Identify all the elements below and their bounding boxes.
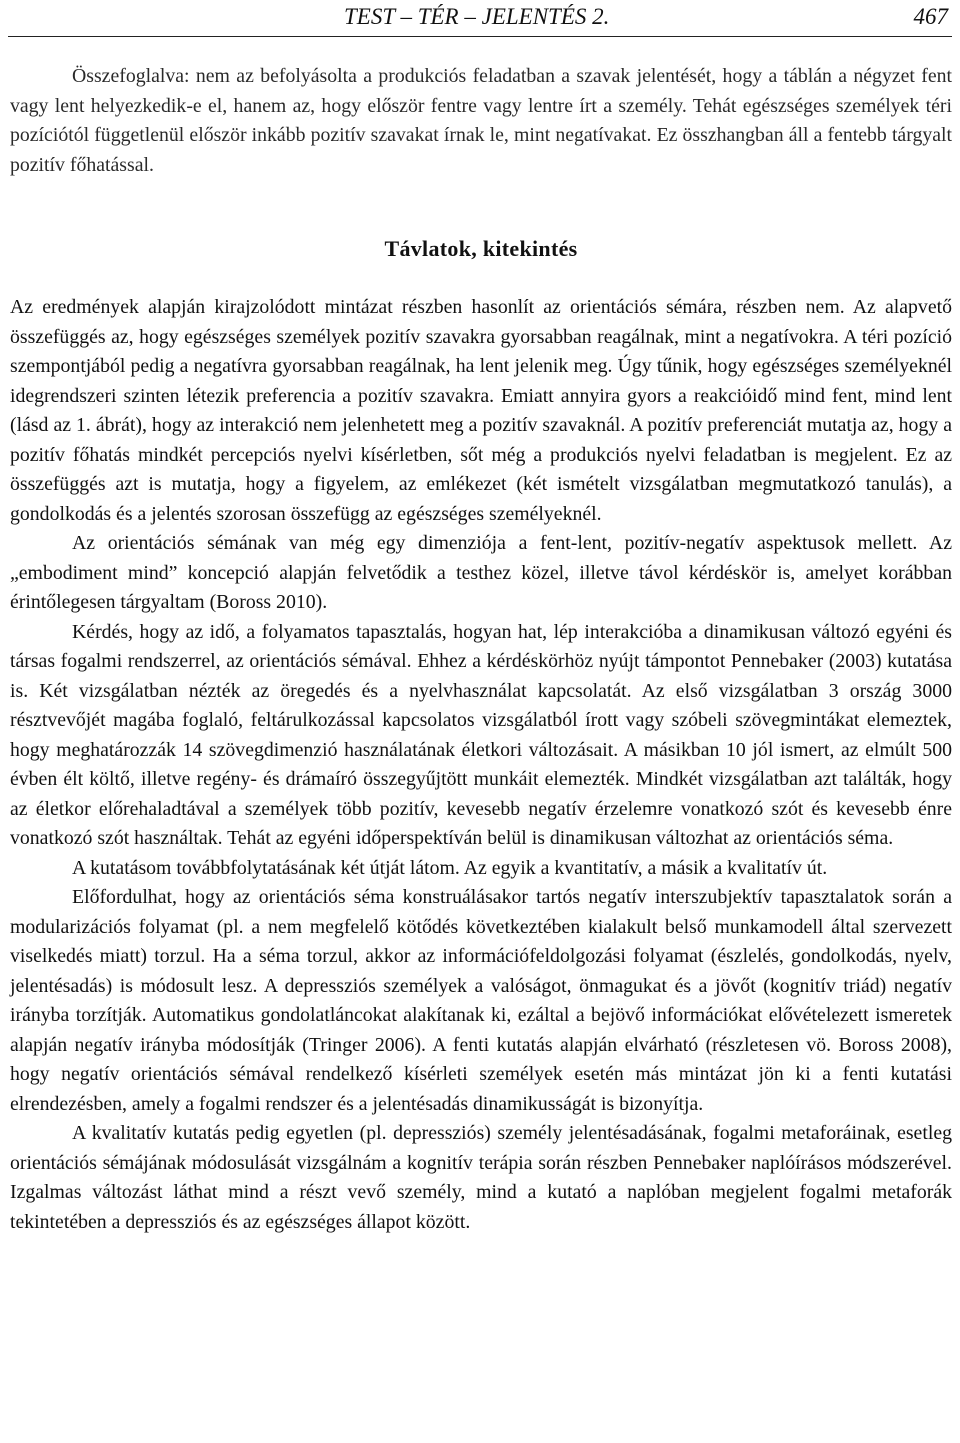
body-paragraph: Az eredmények alapján kirajzolódott mintázat részben hasonlít az orientációs sémára, részben nem. Az alapvető összefüggés az, hogy egészséges személyek pozitív szavakra gyorsabban reagálnak, mint a negatívokra. A téri pozíció szempontjából pedig a negatívra gyorsabban reagálnak, ha lent jelenik meg. Úgy tűnik, hogy egészséges személyeknél idegrendszeri szinten létezik preferencia a pozitív szavakra. Emiatt annyira gyors a reakcióidő mind fent, mind lent (lásd az 1. ábrát), hogy az interakció nem jelenhetett meg a pozitív szavaknál. A pozitív preferenciát mutatja az, hogy a pozitív főhatás mindkét percepciós nyelvi kísérletben, sőt még a produkciós nyelvi feladatban is megjelent. Ez az összefüggés azt is mutatja, hogy a figyelem, az emlékezet (két ismételt vizsgálatban megmutatkozó tanulás), a gondolkodás és a jelentés szorosan összefügg az egészséges személyeknél. (10, 296, 952, 525)
body-paragraph: Előfordulhat, hogy az orientációs séma konstruálásakor tartós negatív interszubjektív tapasztalatok során a modularizációs folyamat (pl. a nem megfelelő kötődés következtében kialakult belső munkamodell által szervezett viselkedés miatt) torzul. Ha a séma torzul, akkor az információfeldolgozási folyamat (észlelés, gondolkodás, nyelv, jelentésadás) is módosult lesz. A depressziós személyek a valóságot, önmagukat és a jövőt (kognitív triád) negatív irányba torzítják. Automatikus gondolatláncokat alakítanak ki, ezáltal a bejövő információkat elővételezett ismeretek alapján negatív irányba módosítják (Tringer 2006). A fenti kutatás alapján elvárható (részletesen vö. Boross 2008), hogy negatív orientációs sémával rendelkező kísérleti személyek esetén más mintázat jön ki a fenti kutatási elrendezésben, amely a fogalmi rendszer és a jelentésadás dinamikusságát is bizonyítja. (10, 886, 952, 1115)
body-paragraph: Az orientációs sémának van még egy dimenziója a fent-lent, pozitív-negatív aspektusok mellett. Az „embodiment mind” koncepció alapján felvetődik a testhez közel, illetve távol kérdéskör is, amelyet korábban érintőlegesen tárgyaltam (Boross 2010). (10, 532, 952, 613)
intro-paragraph: Összefoglalva: nem az befolyásolta a produkciós feladatban a szavak jelentését, hogy a táblán a négyzet fent vagy lent helyezkedik-e el, hanem az, hogy először fentre vagy lentre írt a személy. Tehát egészséges személyek téri pozíciótól függetlenül először inkább pozitív szavakat írnak le, mint negatívakat. Ez összhangban áll a fentebb tárgyalt pozitív főhatással. (10, 65, 952, 176)
body-paragraph: A kutatásom továbbfolytatásának két útját látom. Az egyik a kvantitatív, a másik a kvalitatív út. (72, 856, 828, 879)
body-paragraph: A kvalitatív kutatás pedig egyetlen (pl. depressziós) személy jelentésadásának, fogalmi metaforáinak, esetleg orientációs sémájának módosulását vizsgálnám a kognitív terápia során részben Pennebaker naplóírásos módszerével. Izgalmas változást láthat mind a részt vevő személy, mind a kutató a naplóban megjelent fogalmi metaforák tekintetében a depressziós és az egészséges állapot között. (10, 1122, 952, 1233)
running-title: TEST – TÉR – JELENTÉS 2. (344, 4, 610, 29)
body-paragraph: Kérdés, hogy az idő, a folyamatos tapasztalás, hogyan hat, lép interakcióba a dinamikusan változó egyéni és társas fogalmi rendszerrel, az orientációs sémával. Ehhez a kérdéskörhöz nyújt támpontot Pennebaker (2003) kutatása is. Két vizsgálatban nézték az öregedés és a nyelvhasználat kapcsolatát. Az első vizsgálatban 3 ország 3000 résztvevőjét magába foglaló, feltárulkozással kapcsolatos vizsgálatból írott vagy szóbeli szövegmintákat elemeztek, hogy meghatározzák 14 szövegdimenzió használatának életkori változásait. A másikban 10 jól ismert, az elmúlt 500 évben élt költő, illetve regény- és drámaíró összegyűjtött munkáit elemezték. Mindkét vizsgálatban azt találták, hogy az életkor előrehaladtával a személyek több pozitív, kevesebb negatív érzelemre vonatkozó szót és kevesebb énre vonatkozó szót használtak. Tehát az egyéni időperspektíván belül is dinamikusan változhat az orientációs séma. (10, 620, 952, 849)
page-number: 467 (913, 4, 948, 29)
section-heading: Távlatok, kitekintés (384, 236, 578, 261)
intro-block (10, 62, 952, 180)
running-header (8, 2, 952, 37)
body-text (10, 62, 952, 1237)
